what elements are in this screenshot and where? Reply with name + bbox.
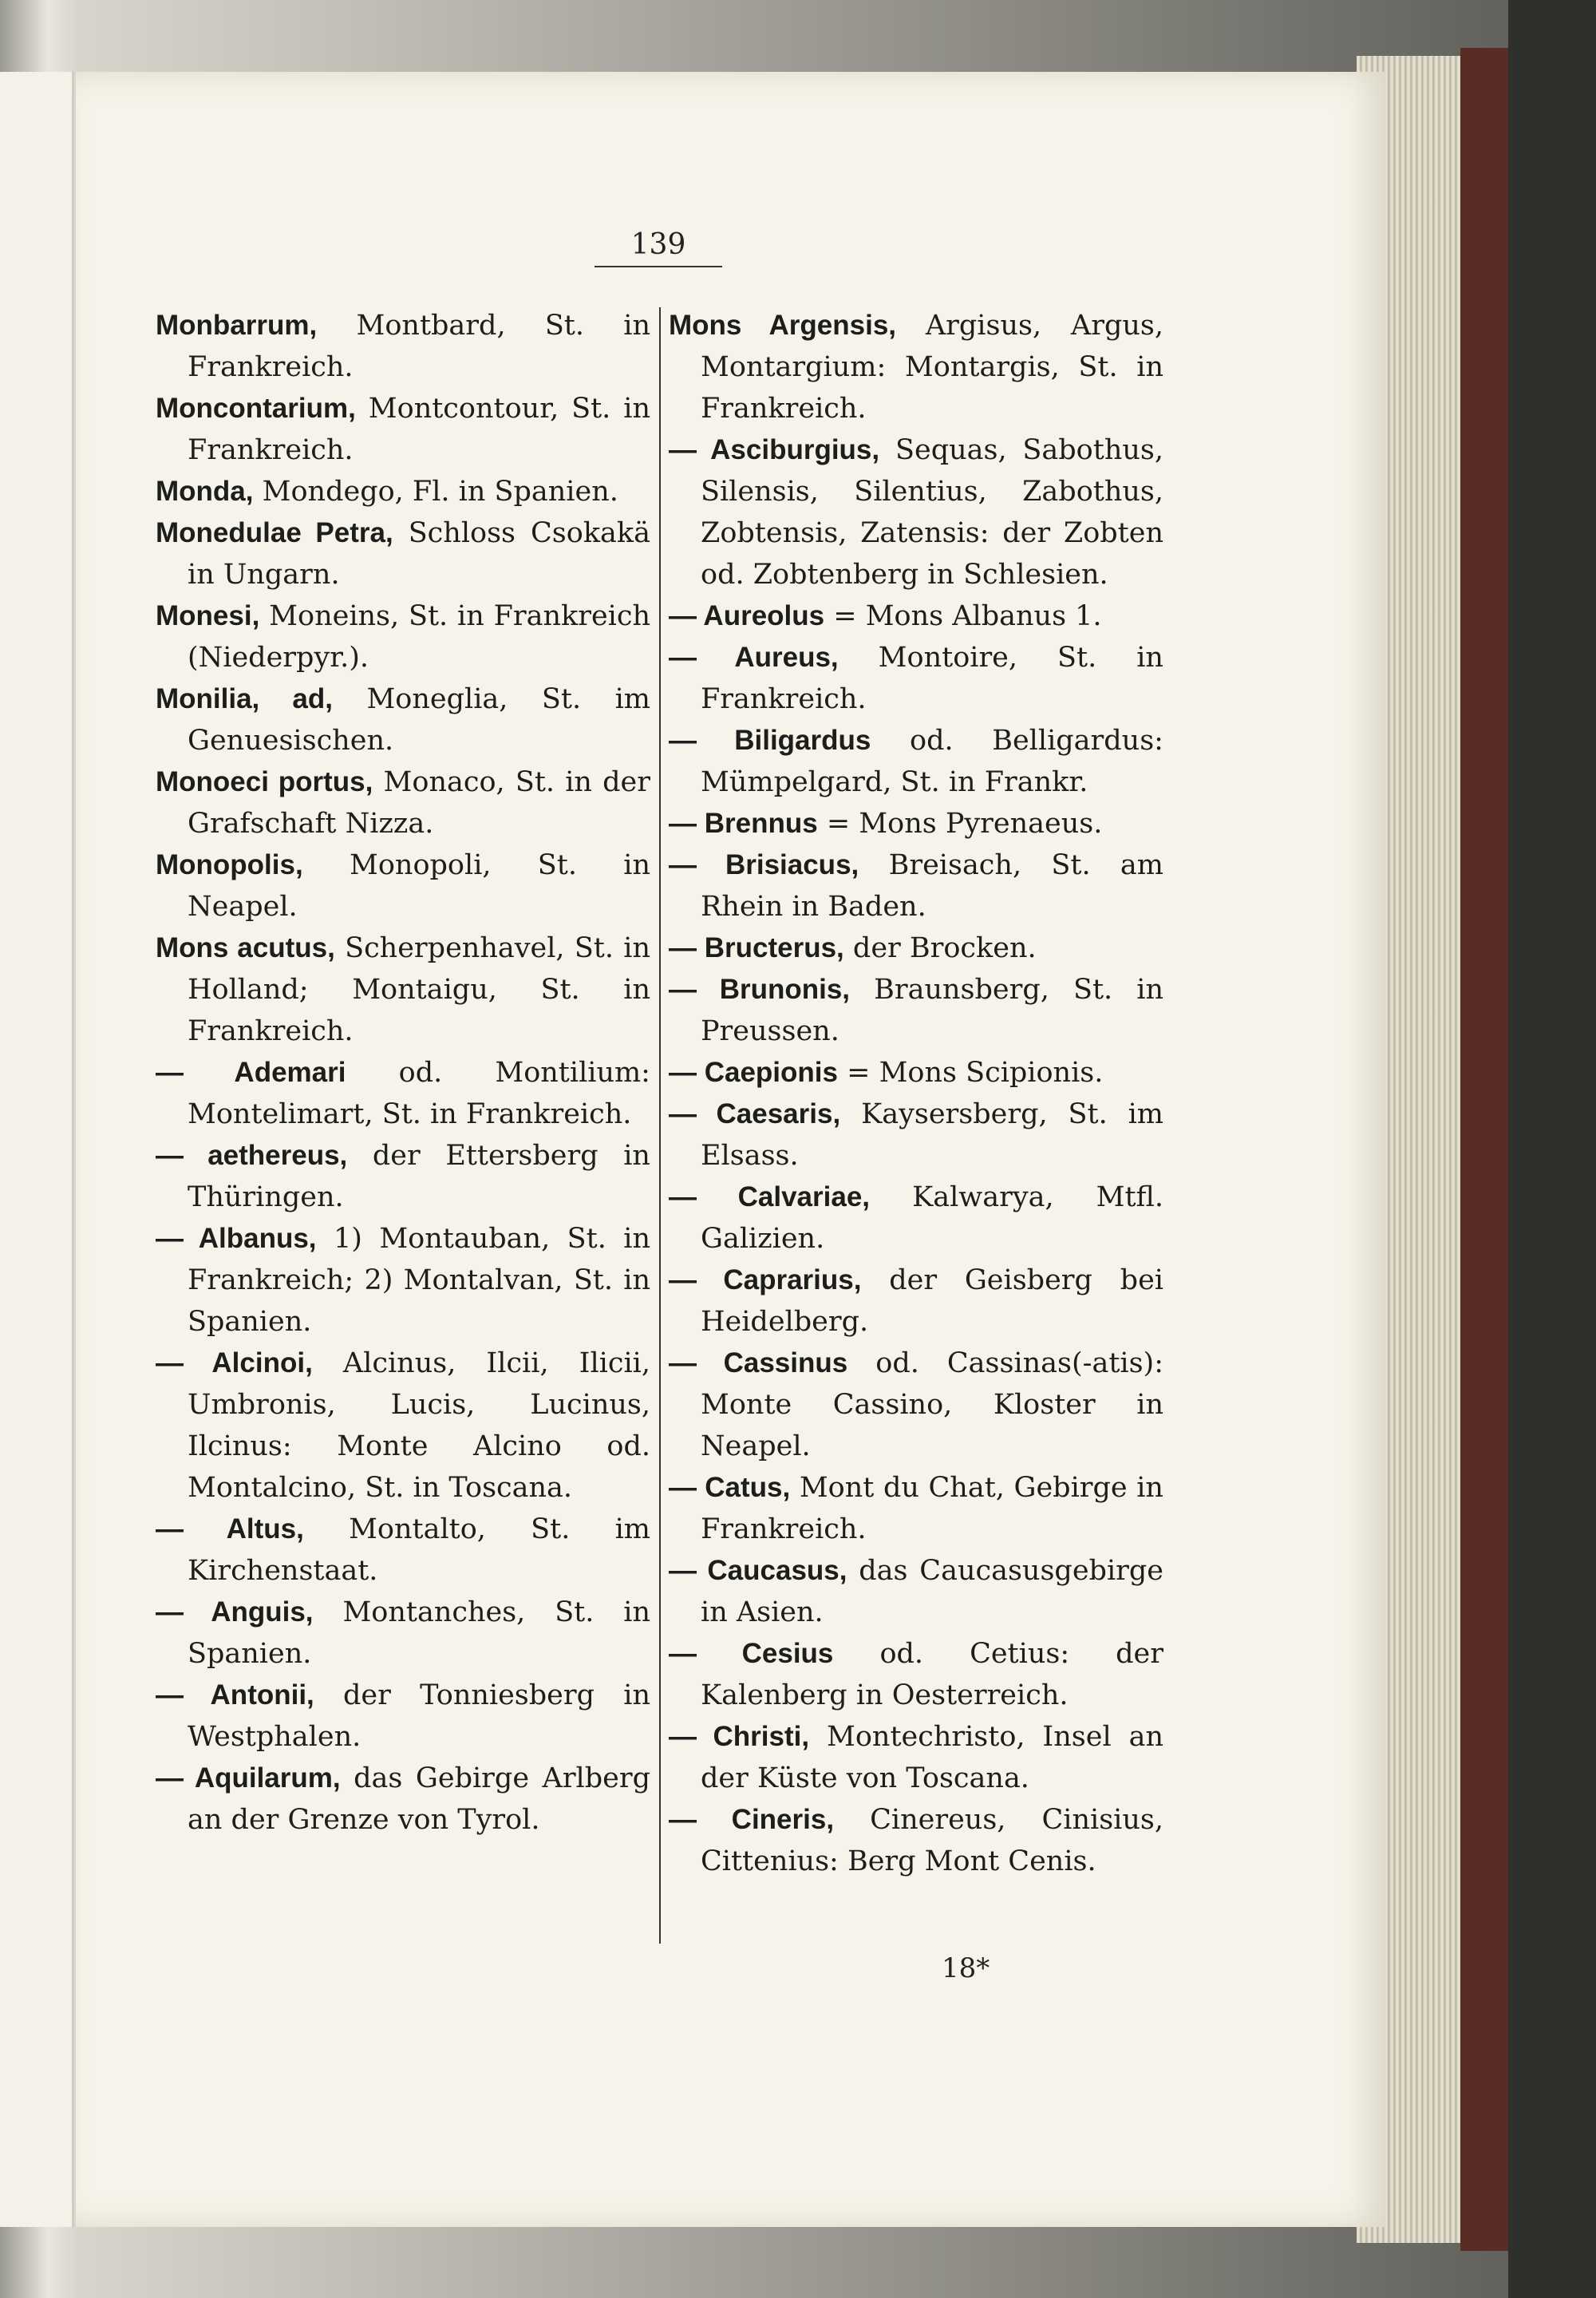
- entry-headword: Mons Argensis,: [669, 310, 897, 341]
- entry-definition: Moneins, St. in Frankreich (Niederpyr.).: [188, 600, 650, 674]
- entry-headword: — Bructerus,: [669, 932, 844, 963]
- right-column: [669, 305, 1163, 1882]
- dictionary-entry: [156, 471, 650, 512]
- entry-headword: — Catus,: [669, 1472, 791, 1503]
- entry-headword: — Cineris,: [669, 1804, 835, 1835]
- dictionary-entry: [156, 388, 650, 471]
- dictionary-entry: [669, 1716, 1163, 1799]
- entry-definition: der Tonniesberg in Westphalen.: [188, 1679, 650, 1753]
- entry-headword: — Cassinus: [669, 1347, 848, 1378]
- entry-definition: od. Cetius: der Kalenberg in Oesterreich.: [701, 1638, 1163, 1711]
- entry-headword: Monoeci portus,: [156, 766, 373, 797]
- dictionary-entry: [669, 1550, 1163, 1633]
- entry-headword: — aethereus,: [156, 1140, 348, 1171]
- left-column: [156, 305, 650, 1841]
- entry-headword: — Brunonis,: [669, 974, 851, 1005]
- entry-headword: — Altus,: [156, 1513, 304, 1545]
- dictionary-entry: [156, 1218, 650, 1343]
- entry-definition: der Ettersberg in Thüringen.: [188, 1140, 650, 1213]
- entry-headword: — Alcinoi,: [156, 1347, 313, 1378]
- dictionary-entry: [669, 844, 1163, 928]
- dictionary-entry: [156, 844, 650, 928]
- entry-headword: Monesi,: [156, 600, 260, 631]
- dictionary-entry: [156, 1675, 650, 1758]
- entry-definition: = Mons Scipionis.: [847, 1057, 1104, 1089]
- dictionary-entry: [669, 429, 1163, 595]
- entry-headword: — Calvariae,: [669, 1181, 871, 1212]
- dictionary-entry: [156, 1052, 650, 1135]
- dictionary-entry: [669, 305, 1163, 429]
- entry-definition: Monopoli, St. in Neapel.: [188, 849, 650, 923]
- entry-definition: Montechristo, Insel an der Küste von Toscana.: [701, 1721, 1163, 1794]
- printer-signature: 18*: [942, 1952, 990, 1984]
- entry-headword: — Aureus,: [669, 642, 839, 673]
- entry-headword: — Christi,: [669, 1721, 810, 1752]
- entry-headword: — Cesius: [669, 1638, 834, 1669]
- entry-definition: Schloss Csokakä in Ungarn.: [188, 517, 650, 591]
- entry-definition: das Gebirge Arlberg an der Grenze von Tyrol.: [188, 1762, 651, 1836]
- dictionary-entry: [669, 1260, 1163, 1343]
- entry-definition: Alcinus, Ilcii, Ilicii, Umbronis, Lucis, Lucinus, Ilcinus: Monte Alcino od. Montalcino, St. in Toscana.: [188, 1347, 650, 1504]
- entry-definition: Montbard, St. in Frankreich.: [188, 310, 650, 383]
- dictionary-entry: [669, 595, 1163, 637]
- entry-headword: — Caucasus,: [669, 1555, 847, 1586]
- dictionary-entry: [156, 1758, 650, 1841]
- entry-definition: Kaysersberg, St. im Elsass.: [701, 1098, 1163, 1172]
- book-cover-edge: [1460, 48, 1508, 2251]
- entry-definition: Montanches, St. in Spanien.: [188, 1596, 650, 1670]
- entry-headword: Moncontarium,: [156, 393, 356, 424]
- entry-headword: — Aureolus: [669, 600, 825, 631]
- entry-definition: Kalwarya, Mtfl. Galizien.: [701, 1181, 1163, 1255]
- entry-headword: — Antonii,: [156, 1679, 314, 1711]
- entry-definition: = Mons Albanus 1.: [833, 600, 1102, 632]
- dictionary-entry: [669, 1052, 1163, 1094]
- dictionary-entry: [669, 1467, 1163, 1550]
- entry-definition: Cinereus, Cinisius, Cittenius: Berg Mont Cenis.: [701, 1804, 1163, 1877]
- entry-definition: Monaco, St. in der Grafschaft Nizza.: [188, 766, 650, 840]
- entry-definition: Argisus, Argus, Montargium: Montargis, St. in Frankreich.: [701, 310, 1163, 425]
- entry-headword: — Brennus: [669, 808, 818, 839]
- entry-definition: 1) Montauban, St. in Frankreich; 2) Montalvan, St. in Spanien.: [188, 1223, 650, 1338]
- entry-definition: Mondego, Fl. in Spanien.: [262, 476, 618, 508]
- dictionary-entry: [669, 1177, 1163, 1260]
- entry-definition: Sequas, Sabothus, Silensis, Silentius, Zabothus, Zobtensis, Zatensis: der Zobten od. Zobtenberg in Schlesien.: [701, 434, 1163, 591]
- dictionary-entry: [156, 595, 650, 678]
- entry-headword: Monda,: [156, 476, 254, 507]
- entry-definition: od. Montilium: Montelimart, St. in Frankreich.: [188, 1057, 650, 1130]
- entry-definition: Scherpenhavel, St. in Holland; Montaigu, St. in Frankreich.: [188, 932, 650, 1047]
- entry-headword: Monopolis,: [156, 849, 303, 880]
- entry-definition: Moneglia, St. im Genuesischen.: [188, 683, 650, 757]
- dictionary-entry: [156, 1343, 650, 1509]
- scan-background-right: [1508, 0, 1596, 2298]
- dictionary-entry: [669, 969, 1163, 1052]
- entry-headword: Monbarrum,: [156, 310, 318, 341]
- entry-definition: od. Cassinas(-atis): Monte Cassino, Kloster in Neapel.: [701, 1347, 1163, 1462]
- entry-headword: — Aquilarum,: [156, 1762, 341, 1794]
- dictionary-entry: [669, 1094, 1163, 1177]
- entry-headword: Monedulae Petra,: [156, 517, 393, 548]
- entry-headword: — Caepionis: [669, 1057, 838, 1088]
- entry-definition: Braunsberg, St. in Preussen.: [701, 974, 1163, 1047]
- dictionary-entry: [156, 678, 650, 761]
- dictionary-entry: [669, 720, 1163, 803]
- dictionary-entry: [669, 928, 1163, 969]
- entry-headword: Mons acutus,: [156, 932, 335, 963]
- entry-definition: Montalto, St. im Kirchenstaat.: [188, 1513, 650, 1587]
- entry-headword: — Caesaris,: [669, 1098, 841, 1129]
- dictionary-entry: [156, 761, 650, 844]
- entry-definition: Montoire, St. in Frankreich.: [701, 642, 1163, 715]
- dictionary-entry: [156, 928, 650, 1052]
- dictionary-entry: [669, 1799, 1163, 1882]
- entry-definition: der Geisberg bei Heidelberg.: [701, 1264, 1163, 1338]
- dictionary-entry: [156, 1135, 650, 1218]
- dictionary-entry: [156, 512, 650, 595]
- dictionary-entry: [669, 803, 1163, 844]
- entry-headword: — Ademari: [156, 1057, 346, 1088]
- entry-headword: — Biligardus: [669, 725, 871, 756]
- entry-definition: das Caucasusgebirge in Asien.: [701, 1555, 1163, 1628]
- entry-headword: — Anguis,: [156, 1596, 314, 1628]
- dictionary-entry: [669, 1343, 1163, 1467]
- entry-headword: — Caprarius,: [669, 1264, 862, 1295]
- entry-definition: Breisach, St. am Rhein in Baden.: [701, 849, 1163, 923]
- entry-headword: Monilia, ad,: [156, 683, 333, 714]
- entry-definition: Montcontour, St. in Frankreich.: [188, 393, 650, 466]
- entry-definition: Mont du Chat, Gebirge in Frankreich.: [701, 1472, 1163, 1545]
- entry-definition: der Brocken.: [852, 932, 1037, 964]
- page-number: 139: [595, 228, 722, 267]
- dictionary-entry: [156, 305, 650, 388]
- entry-headword: — Brisiacus,: [669, 849, 859, 880]
- entry-headword: — Asciburgius,: [669, 434, 880, 465]
- facing-page-edge: [0, 72, 74, 2227]
- entry-definition: = Mons Pyrenaeus.: [826, 808, 1103, 840]
- dictionary-entry: [156, 1509, 650, 1592]
- entry-headword: — Albanus,: [156, 1223, 317, 1254]
- column-divider: [659, 307, 661, 1944]
- dictionary-entry: [156, 1592, 650, 1675]
- dictionary-entry: [669, 1633, 1163, 1716]
- dictionary-entry: [669, 637, 1163, 720]
- entry-definition: od. Belligardus: Mümpelgard, St. in Frankr.: [701, 725, 1163, 798]
